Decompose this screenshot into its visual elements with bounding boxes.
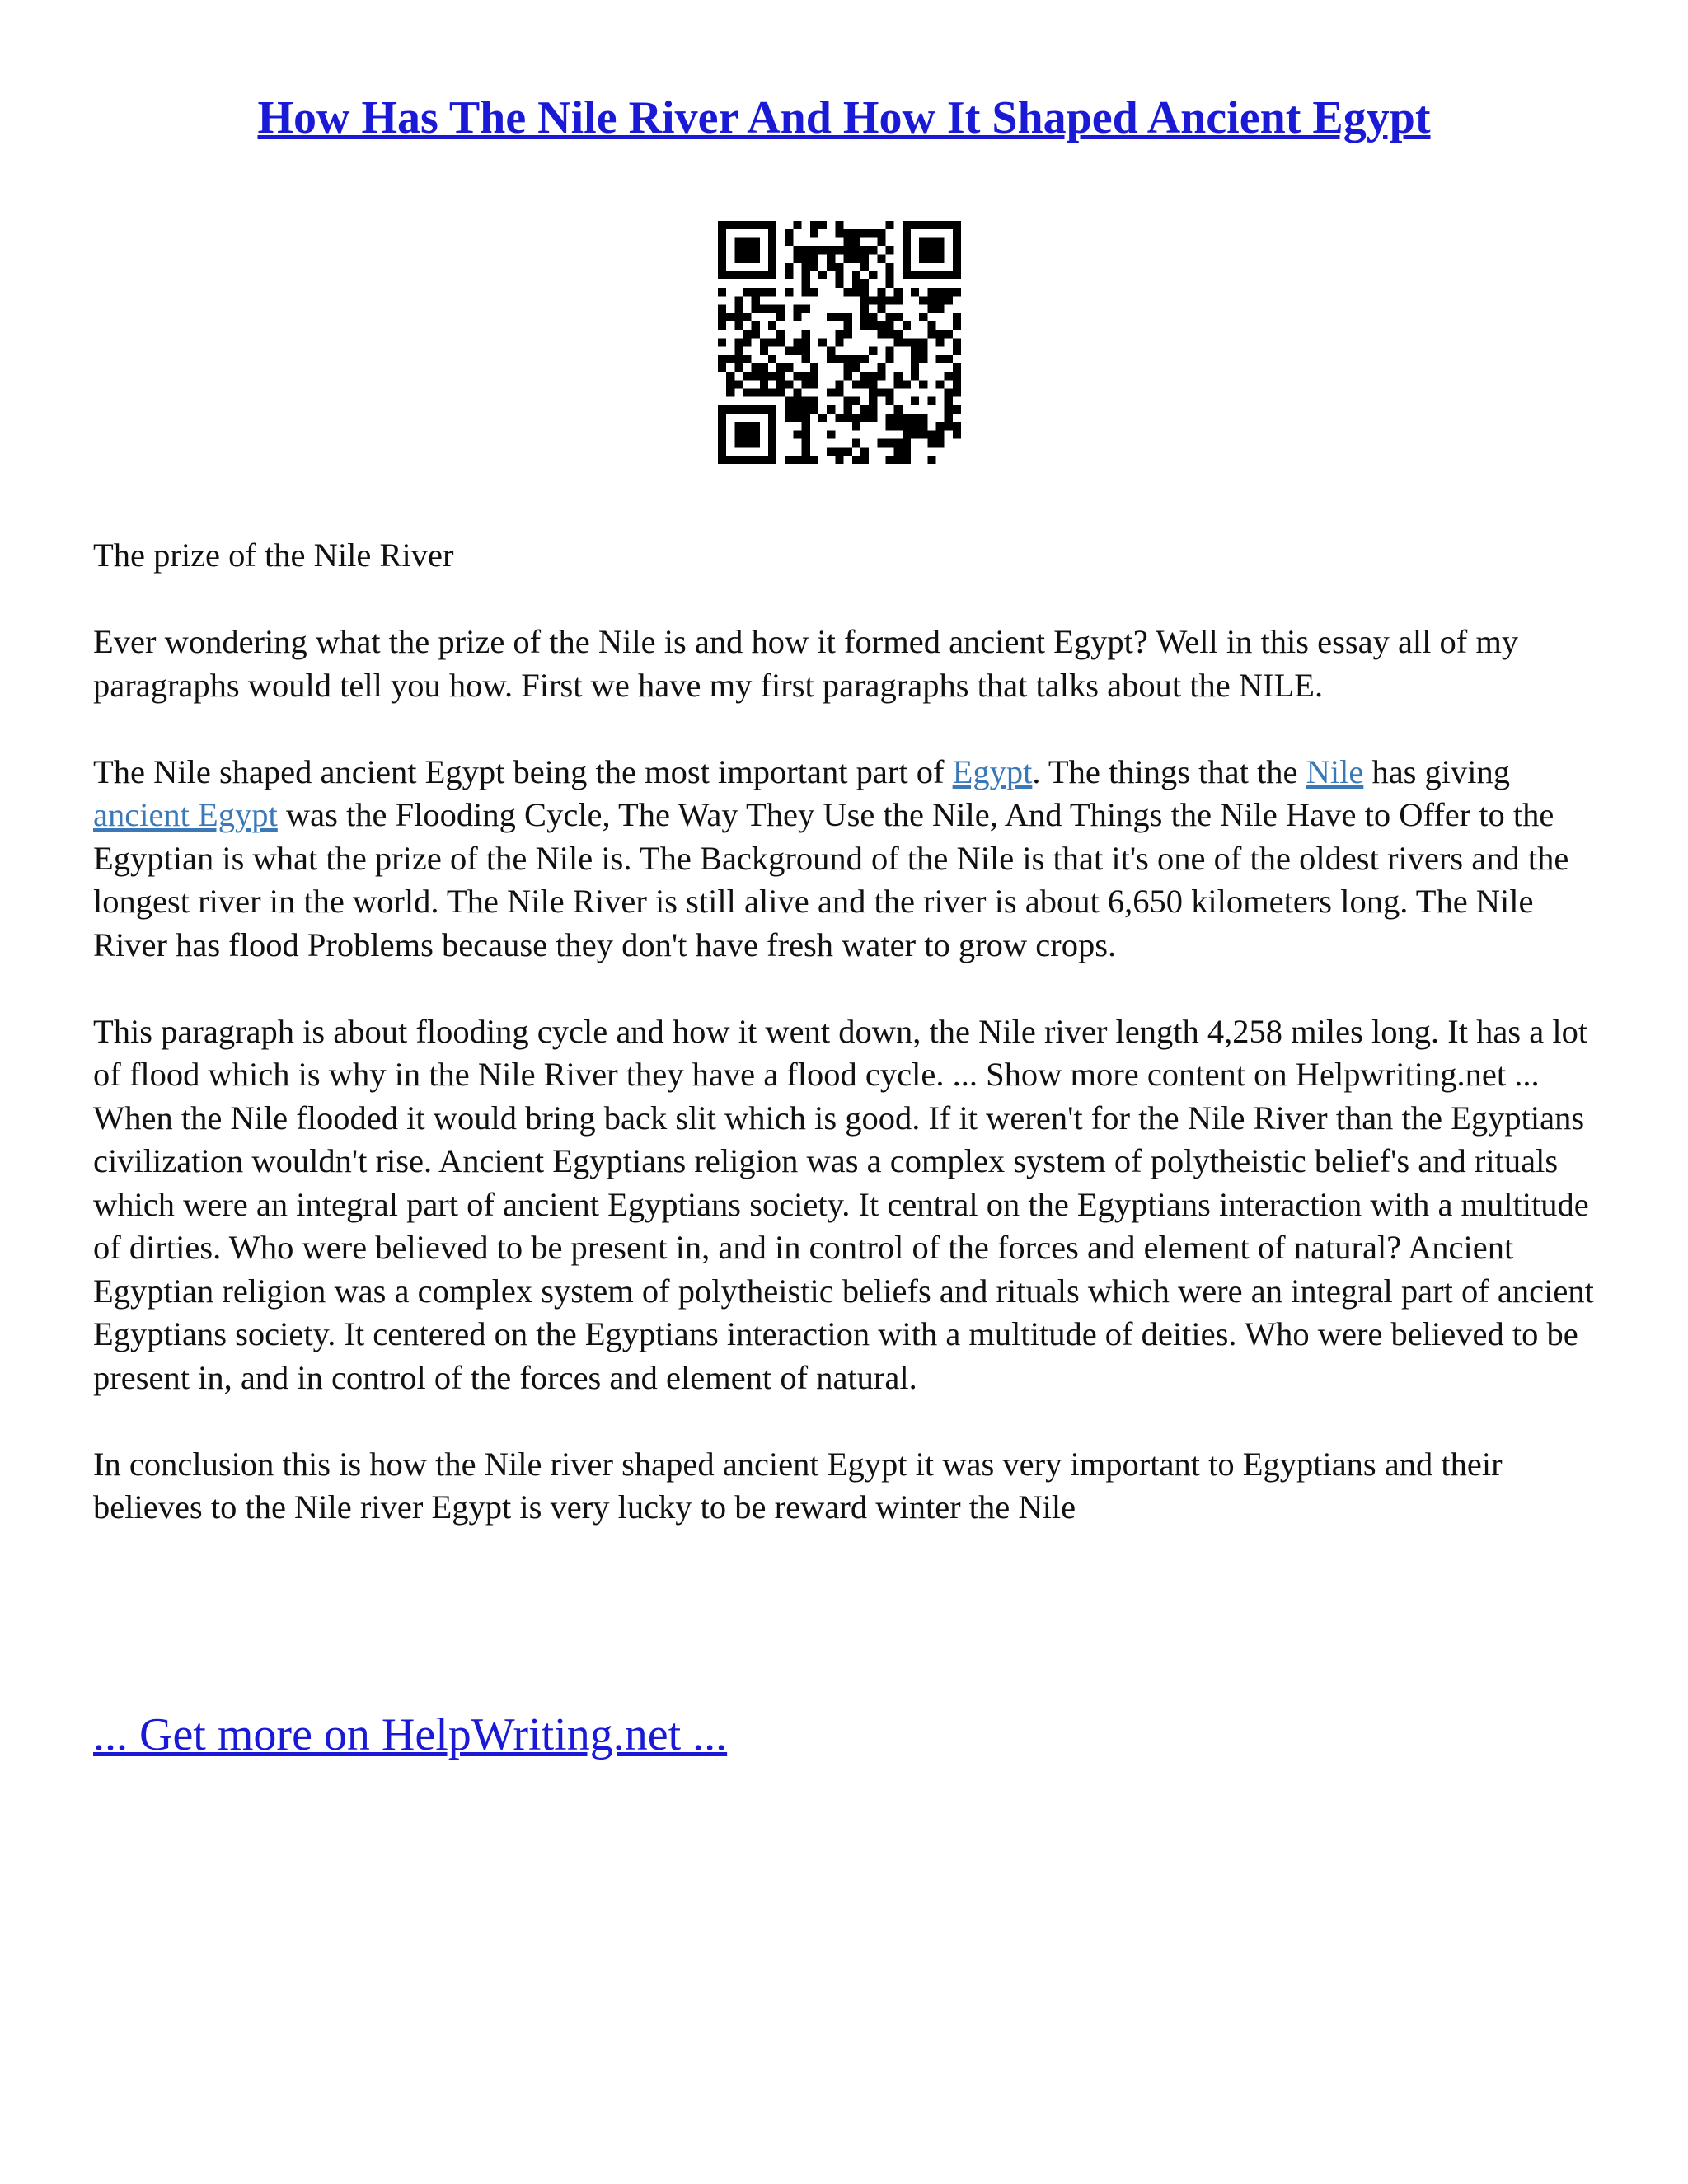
paragraph-flooding: This paragraph is about flooding cycle and how it went down, the Nile river length 4,258 miles long. It has a lot of flood which is why in the Nile River they have a flood cycle. ... Show more content on Helpwriting.net ... — [93, 1012, 1588, 1093]
paragraph-background — [93, 751, 1601, 968]
title-link[interactable]: How Has The Nile River And How It Shaped Ancient Egypt — [257, 92, 1431, 143]
paragraph-intro: Ever wondering what the prize of the Nile is and how it formed ancient Egypt? Well in this essay all of my paragraphs would tell you how. First we have my first paragraphs that talks about the NILE. — [93, 623, 1519, 704]
link-nile[interactable]: Nile — [1306, 752, 1364, 790]
paragraph-text: has giving — [1363, 752, 1511, 790]
paragraph-text: . The things that the — [1032, 752, 1306, 790]
link-ancient-egypt[interactable]: ancient Egypt — [93, 796, 278, 833]
qr-code-icon — [718, 221, 961, 464]
essay-body — [93, 534, 1601, 1572]
paragraph-religion: When the Nile flooded it would bring back slit which is good. If it weren't for the Nile River than the Egyptians civilization wouldn't rise. Ancient Egyptians religion was a complex system of polytheistic belief's and rituals which were an integral part of ancient Egyptians society. It central on the Egyptians interaction with a multitude of dirties. Who were believed to be present in, and in control of the forces and element of natural? Ancient Egyptian religion was a complex system of polytheistic beliefs and rituals which were an integral part of ancient Egyptians society. It centered on the Egyptians interaction with a multitude of deities. Who were believed to be present in, and in control of the forces and element of natural. — [93, 1099, 1594, 1396]
link-egypt[interactable]: Egypt — [952, 752, 1033, 790]
essay-subtitle: The prize of the Nile River — [93, 537, 454, 574]
get-more-section — [93, 1706, 727, 1764]
paragraph-conclusion: In conclusion this is how the Nile river shaped ancient Egypt it was very important to Egyptians and their believes to the Nile river Egypt is very lucky to be reward winter the Nile — [93, 1445, 1503, 1526]
paragraph-text: was the Flooding Cycle, The Way They Use the Nile, And Things the Nile Have to Offer to the Egyptian is what the prize of the Nile is. The Background of the Nile is that it's one of the oldest rivers and the longest river in the world. The Nile River is still alive and the river is about 6,650 kilometers long. The Nile River has flood Problems because they don't have fresh water to grow crops. — [93, 796, 1569, 963]
page-title — [0, 89, 1688, 147]
get-more-link[interactable]: ... Get more on HelpWriting.net ... — [93, 1709, 728, 1760]
paragraph-text: The Nile shaped ancient Egypt being the most important part of — [93, 752, 953, 790]
